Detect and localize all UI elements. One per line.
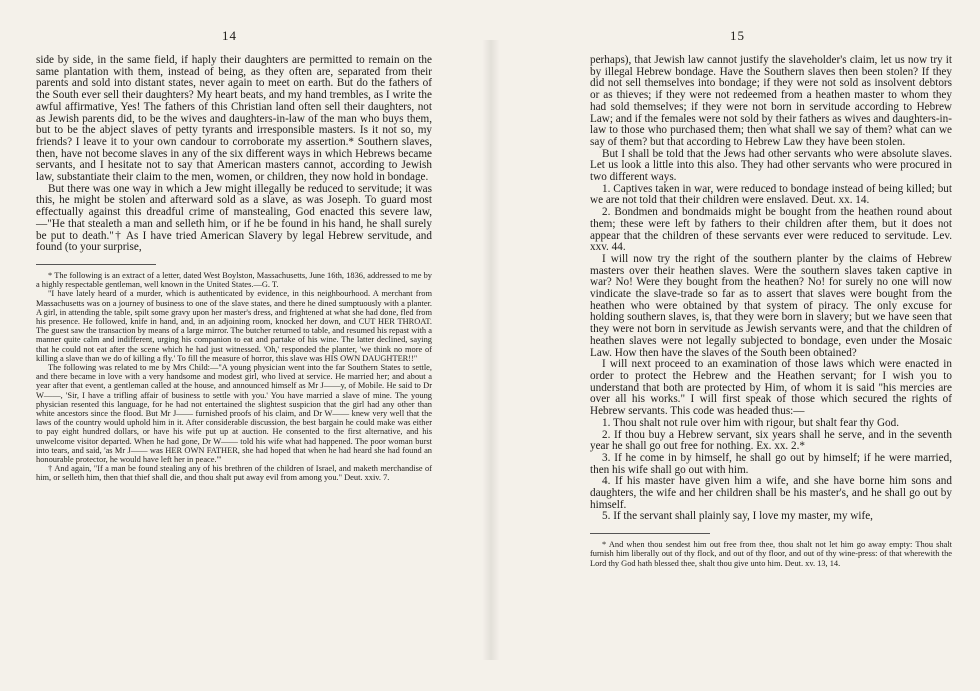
numbered-item: 1. Thou shalt not rule over him with rigour, but shalt fear thy God. xyxy=(602,416,900,429)
footnote: † And again, "If a man be found stealing any of his brethren of the children of Israel, and maketh merchandise of him, or selleth him, then that thief shall die, and thou shalt put away evil from among you." Deut. xxiv. 7. xyxy=(36,464,432,483)
body-paragraph: side by side, in the same field, if haply their daughters are permitted to remain on the same plantation with them, instead of being, as they often are, separated from their parents and sold into distant states, never again to meet on earth. But do the fathers of the South ever sell their daughters? My heart beats, and my hand trembles, as I write the awful affirmative, Yes! The fathers of this Christian land often sell their daughters, not as Jewish parents did, to be the wives and daughters-in-law of the man who buys them, but to be the abject slaves of petty tyrants and irresponsible masters. Is it not so, my friends? I leave it to your own candour to corroborate my assertion.* Southern slaves, then, have not become slaves in any of the six different ways in which Hebrews became servants, and I hesitate not to say that American masters cannot, according to Jewish law, substantiate their claim to the men, women, or children, they now hold in bondage. xyxy=(36,54,432,184)
numbered-item: 5. If the servant shall plainly say, I love my master, my wife, xyxy=(602,510,873,523)
footnote-rule xyxy=(36,264,156,265)
footnote: * And when thou sendest him out free from thee, thou shalt not let him go away empty: Thou shalt furnish him liberally out of thy flock, and out of thy floor, and out of thy wine-press: of that wherewith the Lord thy God hath blessed thee, shalt thou give unto him. Deut. xv. 13, 14. xyxy=(590,540,952,568)
footnote: "I have lately heard of a murder, which is authenticated by evidence, in this neighbourhood. A merchant from Massachusetts was on a journey of business to one of the slave states, and there he dined sumptuously with a planter. A girl, in attending the table, spilt some gravy upon her master's dress, and frightened at what she had done, fled from his presence. He followed, knife in hand, and, in an adjoining room, knocked her down, and CUT HER THROAT. The guest saw the transaction by means of a large mirror. The butcher returned to table, and resumed his repast with a manner quite calm and indifferent, urging his companion to eat and partake of his wine. The latter declined, saying that he could not eat after the scene which he had just witnessed. 'Oh,' responded the planter, 'we think no more of killing a slave than we do of killing a fly.' To fill the measure of horror, this slave was HIS OWN DAUGHTER!!" xyxy=(36,289,432,363)
footnote: The following was related to me by Mrs Child:—"A young physician went into the far Southern States to settle, and there became in love with a very handsome and modest girl, who lived at service. He married her; and about a year after that event, a gentleman called at the house, and announced himself as Mr J——y, of Mobile. He said to Dr W——, 'Sir, I have a trifling affair of business to settle with you.' You have married a slave of mine. The young physician resented this language, for he had not entertained the slightest suspicion that the girl had any other than white ancestors since the flood. But Mr J—— furnished proofs of his claim, and Dr W—— knew very well that the laws of the country would uphold him in it. After considerable discussion, the best bargain he could make was either to pay eight hundred dollars, or have his wife put up at auction. He consented to the first alternative, and his unwelcome visitor departed. When he had gone, Dr W—— told his wife what had happened. The poor woman burst into tears, and said, 'as Mr J—— was HER OWN FATHER, she had hoped that when he had heard she had found an honourable protector, he would have left her in peace.'" xyxy=(36,362,432,465)
left-text-column xyxy=(36,55,432,483)
numbered-item: 1. Captives taken in war, were reduced to bondage instead of being killed; but we are not told that their children were enslaved. Deut. xx. 14. xyxy=(590,182,952,207)
body-paragraph: But I shall be told that the Jews had other servants who were absolute slaves. Let us look a little into this also. They had other servants who were procured in two different ways. xyxy=(590,147,952,184)
numbered-item: 4. If his master have given him a wife, and she have borne him sons and daughters, the wife and her children shall be his master's, and he shall go out by himself. xyxy=(590,475,952,511)
numbered-item: 3. If he come in by himself, he shall go out by himself; if he were married, then his wife shall go out with him. xyxy=(590,451,952,476)
right-page xyxy=(490,0,980,691)
body-paragraph: I will now try the right of the southern planter by the claims of Hebrew masters over their heathen slaves. Were the southern slaves taken captive in war? No! Were they bought from the heathen? No! for surely no one will now vindicate the slave-trade so far as to assert that slaves were bought from the heathen who were obtained by that system of piracy. The only excuse for holding southern slaves, is, that they were born in slavery; but we have seen that they were not born in servitude as Jewish servants were, and that the children of heathen slaves were not legally subjected to bondage, even under the Mosaic Law. How then have the slaves of the South been obtained? xyxy=(590,252,952,359)
numbered-item: 2. If thou buy a Hebrew servant, six years shall he serve, and in the seventh year he shall go out free for nothing. Ex. xx. 2.* xyxy=(590,428,952,453)
footnote: * The following is an extract of a letter, dated West Boylston, Massachusetts, June 16th, 1836, addressed to me by a highly respectable gentleman, well known in the United States.—G. T. xyxy=(36,270,432,290)
body-paragraph: But there was one way in which a Jew might illegally be reduced to servitude; it was this, he might be stolen and afterward sold as a slave, as was Joseph. To guard most effectually against this dreadful crime of manstealing, God enacted this severe law,—"He that stealeth a man and selleth him, or if he be found in his hand, he shall surely be put to death."† As I have tried American Slavery by legal Hebrew servitude, and found (to your surprise, xyxy=(36,182,432,254)
page-number: 14 xyxy=(222,28,237,43)
page-number: 15 xyxy=(730,28,745,43)
body-paragraph: perhaps), that Jewish law cannot justify the slaveholder's claim, let us now try it by illegal Hebrew bondage. Have the Southern slaves then been stolen? If they did not sell themselves into bondage; if they were not sold as insolvent debtors or as thieves; if they were not redeemed from a heathen master to whom they had sold themselves; if they were not born in servitude according to Hebrew Law; and if the females were not sold by their fathers as wives and daughters-in-law to those who purchased them; then what shall we say of them? what can we say of them? but that according to Hebrew Law they have been stolen. xyxy=(590,54,952,148)
body-paragraph: I will next proceed to an examination of those laws which were enacted in order to protect the Hebrew and the Heathen servant; for I wish you to understand that both are protected by Him, of whom it is said "his mercies are over all his works." I will first speak of those which secured the rights of Hebrew servants. This code was headed thus:— xyxy=(590,358,952,418)
footnote-rule xyxy=(590,533,710,534)
right-text-column xyxy=(590,55,952,568)
numbered-item: 2. Bondmen and bondmaids might be bought from the heathen round about them; these were left by fathers to their children after them, but it does not appear that the children of these servants ever were reduced to servitude. Lev. xxv. 44. xyxy=(590,206,952,254)
